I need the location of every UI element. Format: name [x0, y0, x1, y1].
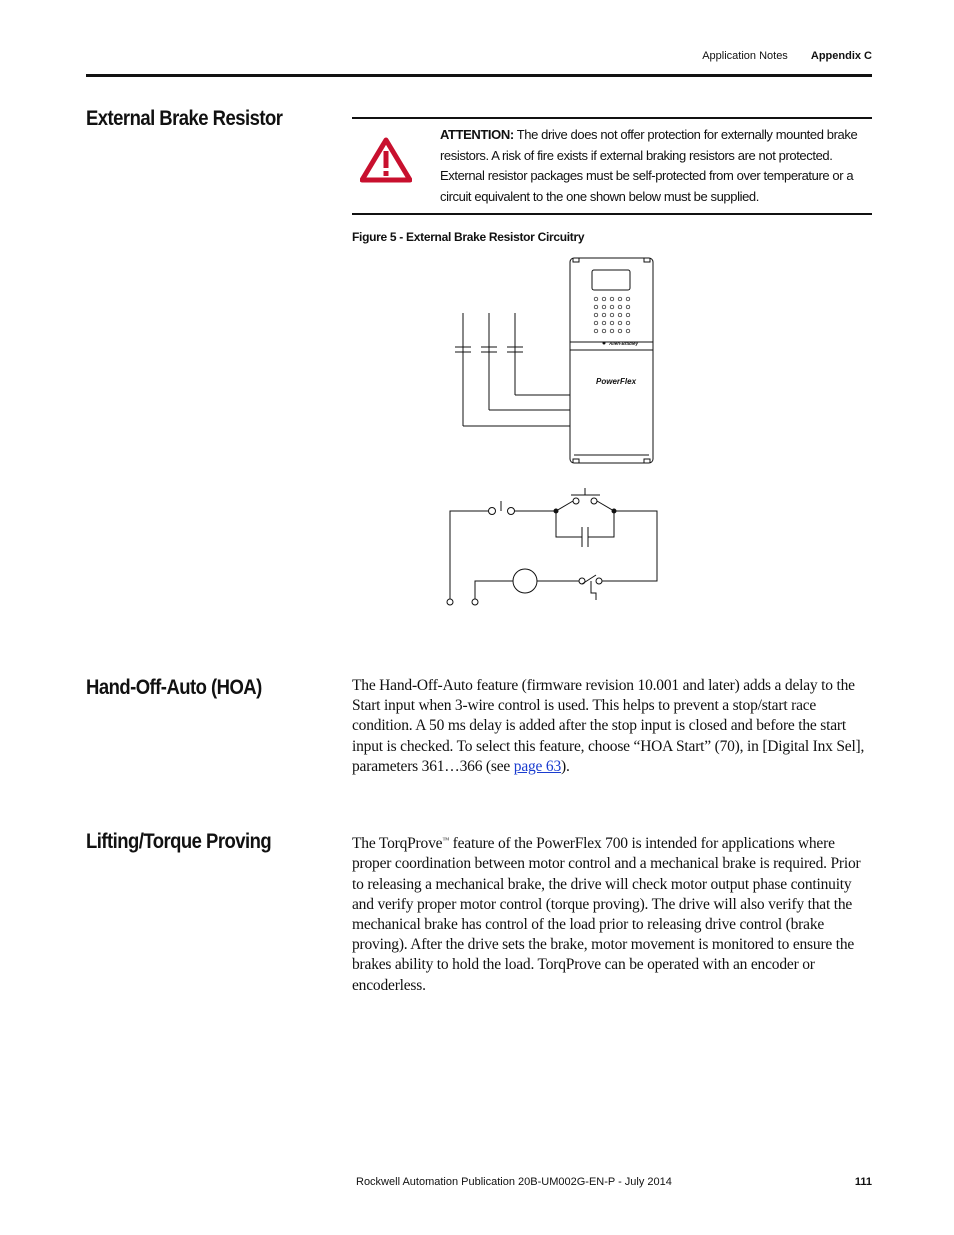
figure-caption: Figure 5 - External Brake Resistor Circuitry [352, 230, 585, 244]
header-rule [86, 74, 872, 77]
coil-symbol [513, 569, 537, 593]
hoa-text-end: ). [561, 757, 570, 775]
hoa-text: The Hand-Off-Auto feature (firmware revision 10.001 and later) adds a delay to the Start input when 3-wire control is used. This helps to prevent a stop/start race condition. A 50 ms delay is added after the stop input is closed and before the start input is checked. To select this feature, choose “HOA Start” (70), in [Digital Inx Sel], parameters 361…366 (see [352, 677, 865, 775]
lifting-text: feature of the PowerFlex 700 is intended for applications where proper coordination between motor control and a mechanical brake is required. Prior to releasing a mechanical brake, the drive will check motor output phase continuity and verify proper motor control (torque proving). The drive will also verify that the mechanical brake has control of the load prior to releasing drive control (brake proving). After the drive sets the brake, motor movement is monitored to ensure the brakes ability to hold the load. TorqProve can be operated with an encoder or encoderless. [352, 835, 861, 994]
drive-model-label: PowerFlex [596, 377, 637, 386]
drive-brand-label: Allen-Bradley [609, 341, 639, 346]
warning-triangle-icon [360, 137, 412, 183]
page-header [86, 50, 872, 70]
page-63-link[interactable]: page 63 [513, 757, 561, 775]
lifting-paragraph [352, 830, 872, 996]
attention-label: ATTENTION: [440, 127, 514, 142]
drive-housing [570, 258, 653, 463]
heading-external-brake-resistor: External Brake Resistor [86, 107, 283, 130]
header-appendix: Appendix C [810, 50, 872, 62]
drive-keypad [594, 297, 630, 333]
heading-lifting-torque-proving: Lifting/Torque Proving [86, 830, 272, 853]
lifting-text-start: The TorqProve [352, 835, 443, 853]
header-section: Application Notes [702, 50, 788, 62]
trademark-symbol: ™ [442, 836, 449, 844]
footer-page-number: 111 [854, 1176, 872, 1188]
footer-publication: Rockwell Automation Publication 20B-UM002G-EN-P - July 2014 [356, 1176, 672, 1188]
heading-hand-off-auto: Hand-Off-Auto (HOA) [86, 676, 262, 699]
hoa-paragraph [352, 676, 872, 777]
attention-body: The drive does not offer protection for externally mounted brake resistors. A risk of fire exists if external braking resistors are not protected. External resistor packages must be self-protected from over temperature or a circuit equivalent to the one shown below must be supplied. [440, 127, 858, 204]
brake-resistor-circuit-diagram [430, 250, 670, 610]
attention-box [352, 117, 872, 215]
attention-text [440, 125, 870, 207]
